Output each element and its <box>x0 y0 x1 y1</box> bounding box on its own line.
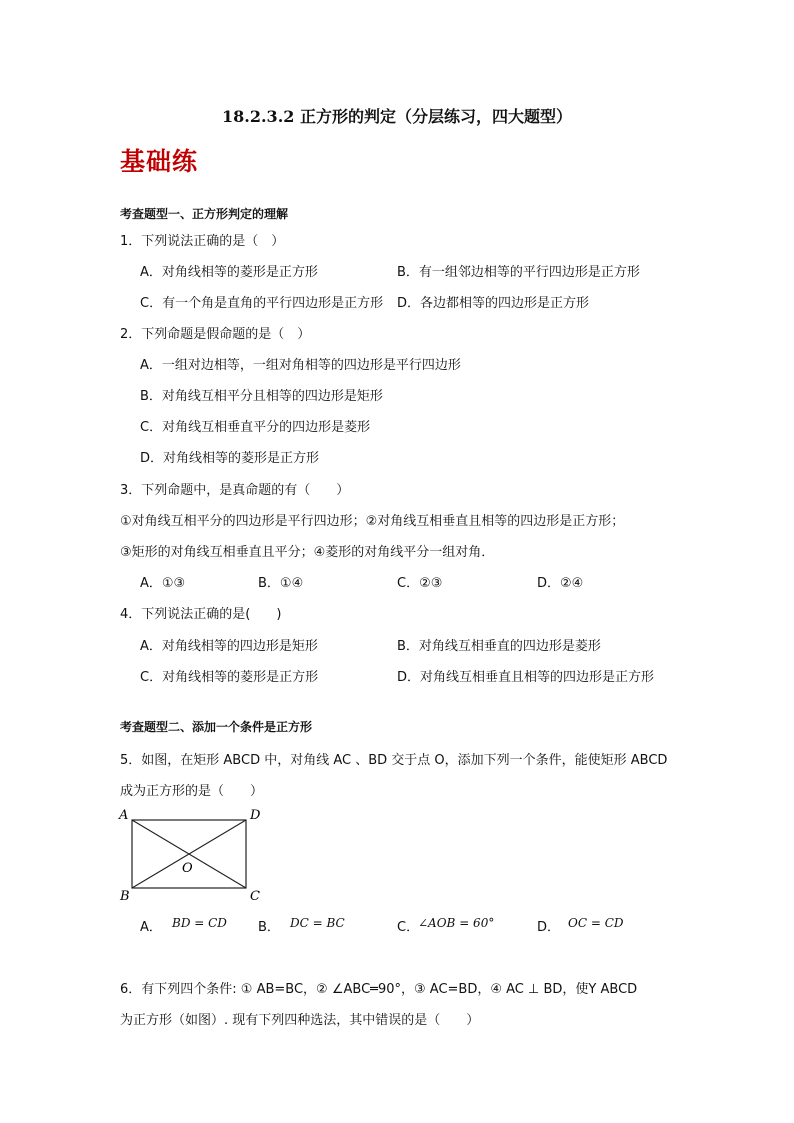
center-label-o: O <box>182 861 193 876</box>
question-3-option-d: D．②④ <box>537 576 584 591</box>
rectangle-abcd-figure <box>116 804 276 904</box>
question-1-option-d: D．各边都相等的四边形是正方形 <box>397 296 590 311</box>
question-3-stem: 3．下列命题中，是真命题的有（ ） <box>120 483 350 498</box>
question-5-option-b-label: B． <box>258 920 280 935</box>
question-5-option-c: ∠AOB = 60° <box>418 916 495 930</box>
question-4-option-a: A．对角线相等的四边形是矩形 <box>140 639 318 654</box>
question-2-option-a: A．一组对边相等，一组对角相等的四边形是平行四边形 <box>140 358 461 373</box>
question-5-option-a: BD = CD <box>172 916 227 930</box>
question-6-stem-line-1: 6．有下列四个条件: ① AB=BC，② ∠ABC═90°，③ AC=BD，④ AC ⊥ BD，使Y ABCD <box>120 982 638 997</box>
page-title: 18.2.3.2 正方形的判定（分层练习，四大题型） <box>222 107 572 126</box>
section-heading-1: 考查题型一、正方形判定的理解 <box>120 207 289 221</box>
question-1-option-b: B．有一组邻边相等的平行四边形是正方形 <box>397 265 640 280</box>
question-2-stem: 2．下列命题是假命题的是（ ） <box>120 327 311 342</box>
question-3-option-b: B．①④ <box>258 576 304 591</box>
vertex-label-b: B <box>120 889 130 904</box>
question-4-stem: 4．下列说法正确的是( ) <box>120 607 282 622</box>
question-3-statement-line-2: ③矩形的对角线互相垂直且平分；④菱形的对角线平分一组对角． <box>120 545 495 560</box>
question-4-option-d: D．对角线互相垂直且相等的四边形是正方形 <box>397 670 655 685</box>
question-5-option-a-label: A． <box>140 920 162 935</box>
question-4-option-b: B．对角线互相垂直的四边形是菱形 <box>397 639 601 654</box>
question-5-option-b: DC = BC <box>290 916 345 930</box>
question-1-option-c: C．有一个角是直角的平行四边形是正方形 <box>140 296 384 311</box>
question-2-option-c: C．对角线互相垂直平分的四边形是菱形 <box>140 420 371 435</box>
question-3-statement-line-1: ①对角线互相平分的四边形是平行四边形；②对角线互相垂直且相等的四边形是正方形； <box>120 514 625 529</box>
question-5-stem-line-2: 成为正方形的是（ ） <box>120 784 264 799</box>
question-1-stem: 1．下列说法正确的是（ ） <box>120 234 285 249</box>
vertex-label-c: C <box>250 889 260 904</box>
question-4-option-c: C．对角线相等的菱形是正方形 <box>140 670 319 685</box>
question-5-option-c-label: C． <box>397 920 420 935</box>
section-heading-2: 考查题型二、添加一个条件是正方形 <box>120 720 313 734</box>
question-2-option-b: B．对角线互相平分且相等的四边形是矩形 <box>140 389 383 404</box>
level-heading: 基础练 <box>120 147 199 176</box>
question-6-stem-line-2: 为正方形（如图）. 现有下列四种选法，其中错误的是（ ） <box>120 1013 480 1028</box>
question-3-option-c: C．②③ <box>397 576 443 591</box>
question-2-option-d: D．对角线相等的菱形是正方形 <box>140 451 320 466</box>
question-5-stem-line-1: 5．如图，在矩形 ABCD 中，对角线 AC 、BD 交于点 O，添加下列一个条件，能使矩形 ABCD <box>120 753 668 768</box>
vertex-label-d: D <box>250 808 261 823</box>
question-5-option-d: OC = CD <box>568 916 624 930</box>
question-1-option-a: A．对角线相等的菱形是正方形 <box>140 265 318 280</box>
vertex-label-a: A <box>119 808 129 823</box>
question-3-option-a: A．①③ <box>140 576 186 591</box>
question-5-option-d-label: D． <box>537 920 561 935</box>
